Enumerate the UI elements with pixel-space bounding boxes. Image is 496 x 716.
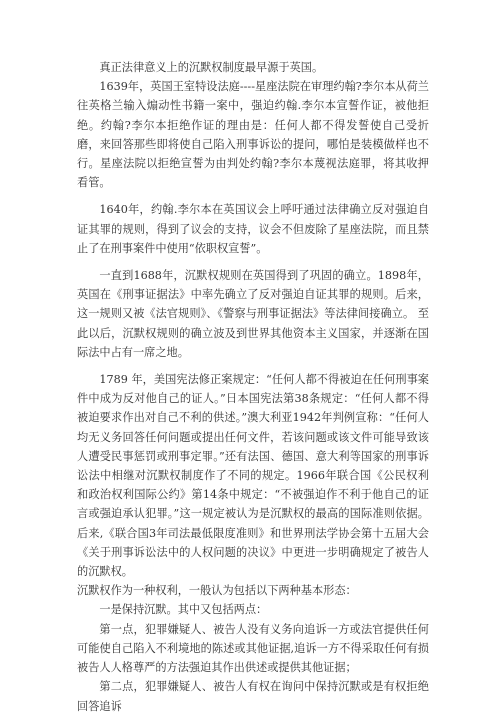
paragraph-1639: 1639年，英国王室特设法庭----星座法院在审理约翰?李尔本从荷兰往英格兰输入煽动性书籍一案中，强迫约翰.李尔本宣誓作证，被他拒绝。约翰?李尔本拒绝作证的理由是：任何人都不得发誓使自己受折磨，来回答那些即将使自己陷入刑事诉讼的提问，哪怕是装模做样也不行。星座法院以拒绝宣誓为由判处约翰?李尔本蔑视法庭罪，将其收押看管。 bbox=[77, 80, 429, 190]
paragraph-point-two: 第二点，犯罪嫌疑人、被告人有权在询问中保持沉默或是有权拒绝回答追诉 bbox=[77, 680, 429, 713]
document-page bbox=[77, 58, 429, 716]
paragraph-1789: 1789 年，美国宪法修正案规定：“任何人都不得被迫在任何刑事案件中成为反对他自己的证人。”日本国宪法第38条规定：“任何人都不得被迫要求作出对自己不利的供述。”澳大利亚1942年判例宣称：“任何人均无义务回答任何问题或提出任何文件，若该问题或该文件可能导致该人遭受民事惩罚或刑事定罪。”还有法国、德国、意大利等国家的刑事诉讼法中相继对沉默权制度作了不同的规定。1966年联合国《公民权利和政治权利国际公约》第14条中规定：“不被强迫作不利于他自己的证言或强迫承认犯罪。”这一规定被认为是沉默权的最高的国际准则依据。后来,《联合国3年司法最低限度准则》和世界刑法学协会第十五届大会《关于刑事诉讼法中的人权问题的决议》中更进一步明确规定了被告人的沉默权。 bbox=[77, 373, 429, 579]
paragraph-origin: 真正法律意义上的沉默权制度最早源于英国。 bbox=[99, 61, 324, 74]
paragraph-1688: 一直到1688年，沉默权规则在英国得到了巩固的确立。1898年，英国在《刑事证据法》中率先确立了反对强迫自证其罪的规则。后来，这一规则又被《法官规则》、《警察与刑事证据法》等法律间接确立。 至此以后，沉默权规则的确立波及到世界其他资本主义国家，并逐渐在国际法中占有一席之地。 bbox=[77, 269, 429, 359]
paragraph-point-one: 第一点，犯罪嫌疑人、被告人没有义务向追诉一方或法官提供任何可能使自己陷入不利境地的陈述或其他证据,追诉一方不得采取任何有损被告人人格尊严的方法强迫其作出供述或提供其他证据； bbox=[77, 622, 429, 675]
paragraph-1640: 1640年，约翰.李尔本在英国议会上呼吁通过法律确立反对强迫自证其罪的规则，得到了议会的支持，议会不但废除了星座法院，而且禁止了在刑事案件中使用“依职权宣誓”。 bbox=[77, 203, 429, 255]
paragraph-keep-silent: 一是保持沉默。其中又包括两点： bbox=[99, 603, 268, 617]
paragraph-forms-intro: 沉默权作为一种权利，一般认为包括以下两种基本形态： bbox=[77, 584, 357, 598]
